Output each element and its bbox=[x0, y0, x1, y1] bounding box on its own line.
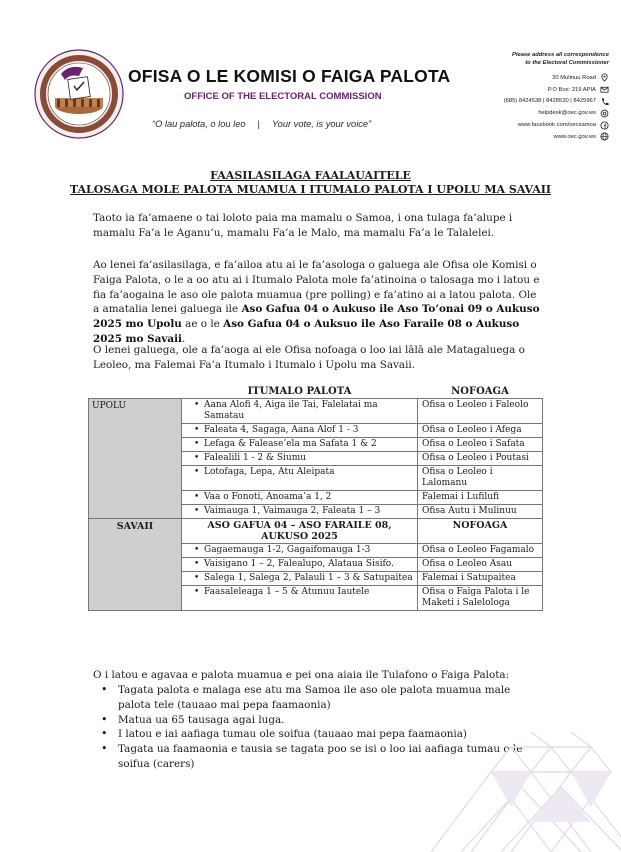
area-text: Vaa o Fonoti, Anoama’a 1, 2 bbox=[204, 492, 332, 502]
area-text: Lotofaga, Lepa, Atu Aleipata bbox=[204, 467, 335, 477]
notice-title: FAASILASILAGA FAALAUAITELE bbox=[210, 169, 411, 182]
area-cell: • Falealili 1 - 2 & Siumu bbox=[182, 452, 418, 466]
contact-address bbox=[429, 72, 609, 84]
list-item: • Tagata palota e malaga ese atu ma Samoa ile aso ole palota muamua male palota tele (tauaao mai pepa faamaonia) bbox=[101, 683, 541, 713]
contact-email[interactable] bbox=[429, 107, 609, 119]
greeting-paragraph: Taoto ia fa’amaene o tai loloto paia ma mamalu o Samoa, i ona tulaga fa’alupe i mamalu Fa’a le Aganu’u, mamalu Fa’a le Malo, ma mamalu Fa’a le Talalelei. bbox=[93, 212, 513, 239]
venues-paragraph: O lenei galuega, ole a fa’aoga ai ele Ofisa nofoaga o loo iai lālā ale Matagaluega o Leoleo, ma Falemai Fa’a Itumalo i Itumalo i Upolu ma Savaii. bbox=[93, 344, 525, 371]
savaii-dates-header: ASO GAFUA 04 – ASO FARAILE 08, AUKUSO 2025 bbox=[182, 519, 418, 544]
table-header-area: ITUMALO PALOTA bbox=[247, 386, 352, 397]
location-cell: Ofisa o Leoleo i Faleolo bbox=[418, 399, 543, 424]
slogan bbox=[152, 119, 371, 129]
area-cell: • Aana Alofi 4, Aiga ile Tai, Falelatai ma Samatau bbox=[182, 399, 418, 424]
area-cell: • Vaa o Fonoti, Anoama’a 1, 2 bbox=[182, 491, 418, 505]
location-cell: Ofisa o Leoleo i Poutasi bbox=[418, 452, 543, 466]
notice-subtitle: TALOSAGA MOLE PALOTA MUAMUA I ITUMALO PALOTA I UPOLU MA SAVAII bbox=[69, 183, 552, 196]
area-text: Faasaleleaga 1 – 5 & Atunuu Iautele bbox=[204, 587, 370, 597]
area-text: Aana Alofi 4, Aiga ile Tai, Falelatai ma Samatau bbox=[204, 400, 378, 421]
location-cell: Ofisa o Faiga Palota i le Maketi i Salelologa bbox=[418, 586, 543, 611]
contact-address-text: 30 Mulinuu Road bbox=[552, 74, 596, 81]
area-text: Lefaga & Falease’ela ma Safata 1 & 2 bbox=[204, 439, 377, 449]
decorative-pattern-icon bbox=[411, 732, 621, 852]
contact-po-box-text: P.O Box: 219 APIA bbox=[547, 86, 596, 93]
eligibility-intro: O i latou e agavaa e palota muamua e pei ona aiaia ile Tulafono o Faiga Palota: bbox=[93, 669, 510, 681]
location-cell: Falemai i Lufilufi bbox=[418, 491, 543, 505]
contact-facebook[interactable] bbox=[429, 119, 609, 131]
area-cell: • Gagaemauga 1-2, Gagaifomauga 1-3 bbox=[182, 544, 418, 558]
contact-phone-text: (685) 8424538 | 8428530 | 8425967 bbox=[503, 98, 596, 105]
mail-icon bbox=[600, 85, 609, 94]
phone-icon bbox=[600, 97, 609, 106]
list-item: • Tagata ua faamaonia e tausia se tagata poo se isi o loo iai aafiaga tumau o le soifua (carers) bbox=[101, 742, 541, 772]
correspondence-note-line-2: to the Electoral Commissioner bbox=[525, 59, 609, 66]
location-cell: Ofisa o Leoleo Fagamalo bbox=[418, 544, 543, 558]
schedule-paragraph-joiner: ae o le bbox=[181, 318, 224, 331]
table-row bbox=[89, 399, 543, 424]
list-item: • I latou e iai aafiaga tumau ole soifua (tauaao mai pepa faamaonia) bbox=[101, 727, 541, 742]
location-cell: Ofisa o Leoleo i Safata bbox=[418, 438, 543, 452]
area-text: Falealili 1 - 2 & Siumu bbox=[204, 453, 307, 463]
area-cell: • Lotofaga, Lepa, Atu Aleipata bbox=[182, 466, 418, 491]
location-cell: Ofisa o Leoleo i Afega bbox=[418, 424, 543, 438]
area-text: Faleata 4, Sagaga, Aana Alof 1 - 3 bbox=[204, 425, 359, 435]
list-item: • Matua ua 65 tausaga agai luga. bbox=[101, 713, 541, 728]
area-cell: • Faleata 4, Sagaga, Aana Alof 1 - 3 bbox=[182, 424, 418, 438]
contact-email-text[interactable]: helpdesk@oec.gov.ws bbox=[538, 110, 596, 117]
contact-po-box bbox=[429, 84, 609, 96]
table-header-location: NOFOAGA bbox=[451, 386, 509, 397]
table-header-blank bbox=[89, 386, 182, 399]
at-icon bbox=[600, 109, 609, 118]
schedule-paragraph-end: . bbox=[181, 332, 186, 345]
area-cell: • Vaisigano 1 – 2, Falealupo, Alataua Sisifo. bbox=[182, 558, 418, 572]
contact-block bbox=[429, 52, 609, 143]
globe-icon bbox=[600, 132, 609, 141]
area-cell: • Vaimauga 1, Vaimauga 2, Faleata 1 – 3 bbox=[182, 505, 418, 519]
commission-seal-logo bbox=[33, 48, 125, 140]
area-text: Gagaemauga 1-2, Gagaifomauga 1-3 bbox=[204, 545, 371, 555]
org-name-english: OFFICE OF THE ELECTORAL COMMISSION bbox=[184, 91, 382, 102]
area-cell: • Salega 1, Salega 2, Palauli 1 – 3 & Satupaitea bbox=[182, 572, 418, 586]
contact-website-text[interactable]: www.oec.gov.ws bbox=[553, 133, 596, 140]
region-savaii: SAVAII bbox=[89, 519, 182, 611]
savaii-header-row bbox=[89, 519, 543, 544]
contact-facebook-text[interactable]: www.facebook.com/oecsamoa bbox=[517, 122, 596, 129]
savaii-dates: Aso Gafua 04 o Auksuo ile Aso Faraile 08 o Aukuso 2025 mo Savaii bbox=[93, 318, 520, 345]
slogan-english: Your vote, is your voice” bbox=[271, 119, 372, 129]
area-cell: • Lefaga & Falease’ela ma Safata 1 & 2 bbox=[182, 438, 418, 452]
savaii-location-header: NOFOAGA bbox=[418, 519, 543, 544]
location-cell: Ofisa o Leoleo i Lalomanu bbox=[418, 466, 543, 491]
location-cell: Falemai i Satupaitea bbox=[418, 572, 543, 586]
area-cell: • Faasaleleaga 1 – 5 & Atunuu Iautele bbox=[182, 586, 418, 611]
contact-phone bbox=[429, 96, 609, 108]
slogan-separator: | bbox=[257, 119, 260, 129]
area-text: Vaimauga 1, Vaimauga 2, Faleata 1 – 3 bbox=[204, 506, 381, 516]
area-text: Salega 1, Salega 2, Palauli 1 – 3 & Satupaitea bbox=[204, 573, 413, 583]
schedule-paragraph bbox=[93, 258, 541, 347]
region-upolu: UPOLU bbox=[89, 399, 182, 519]
area-text: Vaisigano 1 – 2, Falealupo, Alataua Sisifo. bbox=[204, 559, 394, 569]
org-name-samoan: OFISA O LE KOMISI O FAIGA PALOTA bbox=[128, 66, 451, 86]
location-cell: Ofisa Autu i Mulinuu bbox=[418, 505, 543, 519]
contact-website[interactable] bbox=[429, 131, 609, 143]
facebook-icon bbox=[600, 121, 609, 130]
polling-schedule-table bbox=[88, 386, 543, 611]
location-pin-icon bbox=[600, 73, 609, 82]
location-cell: Ofisa o Leoleo Asau bbox=[418, 558, 543, 572]
correspondence-note bbox=[429, 52, 609, 67]
correspondence-note-line-1: Please address all correspondence bbox=[512, 52, 609, 58]
slogan-samoan: “O lau palota, o lou leo bbox=[152, 119, 246, 129]
schedule-paragraph-text: Ao lenei fa’asilasilaga, e fa’ailoa atu ai le fa’asologa o galuega ale Ofisa ole Komisi o Faiga Palota, o le a oo atu ai i Itumalo Palota mole fa’atinoina o talosaga mo i latou e fia fa’aogaina le aso ole palota muamua (pre polling) e fa’atino ai a latou palota. Ole a amatalia lenei galuega ile bbox=[93, 259, 540, 316]
upolu-dates: Aso Gafua 04 o Aukuso ile Aso To’onai 09 o Aukuso 2025 mo Upolu bbox=[93, 303, 540, 331]
